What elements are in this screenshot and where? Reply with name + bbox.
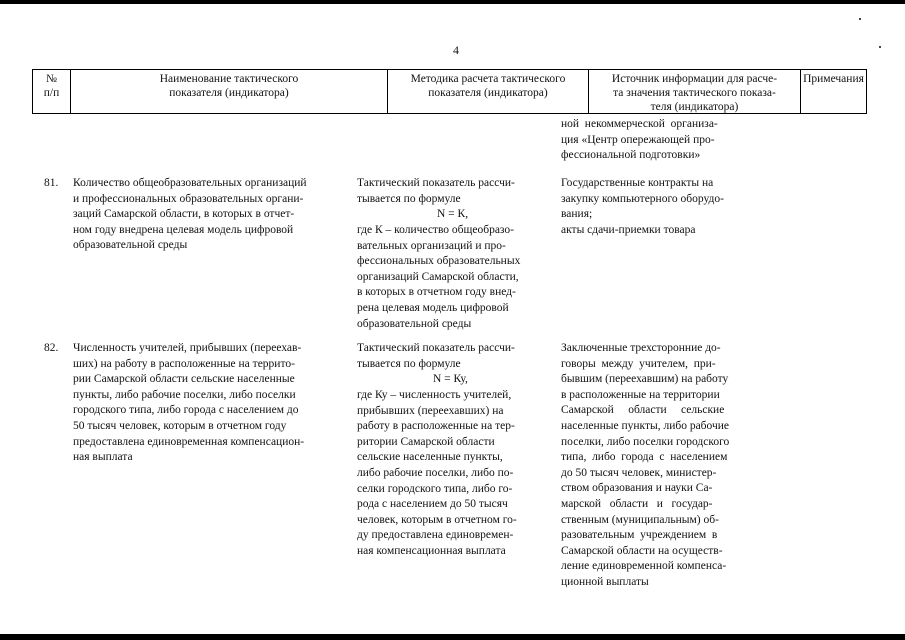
indicator-name: Количество общеобразовательных организаций и профессиональных образовательных органи- заций Самарской области, в которых в отчет- ном году внедрена целевая модель цифровой образовательной среды (73, 177, 307, 252)
continuation-source: ной некоммерческой организа- ция «Центр опережающей про- фессиональной подготовки» (561, 118, 718, 162)
header-source: Источник информации для расче- та значения тактического показа- теля (индикатора) (588, 70, 800, 113)
info-source: Государственные контракты на закупку компьютерного оборудо- вания; акты сдачи-приемки товара (561, 177, 724, 236)
method-formula: N = Ку, (433, 373, 468, 385)
method-description: где К – количество общеобразо- вательных организаций и про- фессиональных образовательных организаций Самарской области, в которых в отчетном году внед- рена целевая модель цифровой образовательной среды (357, 224, 521, 330)
method-formula: N = К, (437, 208, 469, 220)
header-method: Методика расчета тактического показателя (индикатора) (387, 70, 588, 113)
top-scan-border (0, 0, 905, 4)
table-header (32, 69, 867, 114)
method-intro: Тактический показатель рассчи- тывается по формуле (357, 177, 515, 205)
header-notes: Примечания (800, 70, 866, 113)
scan-speck (859, 18, 861, 20)
method-intro: Тактический показатель рассчи- тывается по формуле (357, 342, 515, 370)
scan-speck (879, 46, 881, 48)
page-number: 4 (453, 43, 459, 57)
row-number: 82. (44, 342, 59, 354)
indicator-name: Численность учителей, прибывших (переехав- ших) на работу в расположенные на террито- рии Самарской области сельские населенные пункты, либо рабочие поселки, либо поселки городского типа, либо города с населением до 50 тысяч человек, которым в отчетном году предоставлена единовременная компенсацион- ная выплата (73, 342, 305, 464)
header-name: Наименование тактического показателя (индикатора) (70, 70, 387, 113)
info-source: Заключенные трехсторонние до- говоры между учителем, при- бывшим (переехавшим) на работу в расположенные на территории Самарской области сельские населенные пункты, либо рабочие поселки, либо поселки городского типа, либо города с населением до 50 тысяч человек, министер- ством образования и науки Са- марской области и государ- ственным (муниципальным) об- разовательным учреждением в Самарской области на осуществ- ление единовременной компенса- ционной выплаты (561, 342, 730, 588)
method-description: где Ку – численность учителей, прибывших (переехавших) на работу в расположенные на тер- ритории Самарской области сельские населенные пункты, либо рабочие поселки, либо по- селки городского типа, либо го- рода с населением до 50 тысяч человек, которым в отчетном го- ду предоставлена единовремен- ная компенсационная выплата (357, 389, 517, 557)
row-number: 81. (44, 177, 59, 189)
header-num: № п/п (43, 73, 60, 99)
bottom-scan-border (0, 634, 905, 640)
